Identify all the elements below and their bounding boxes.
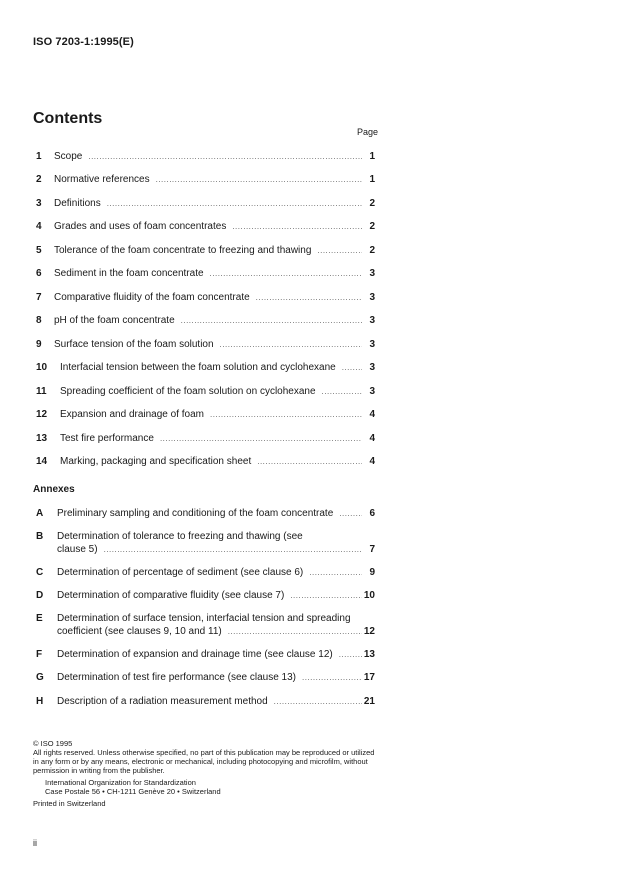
entry-page: 21 xyxy=(363,696,375,707)
dot-leader xyxy=(317,244,362,257)
dot-leader xyxy=(302,671,362,684)
entry-page: 3 xyxy=(369,386,375,397)
entry-label: Scope xyxy=(54,151,83,162)
entry-number: D xyxy=(36,590,44,601)
printed-in: Printed in Switzerland xyxy=(33,799,106,808)
contents-title: Contents xyxy=(33,110,103,127)
entry-number: G xyxy=(36,672,44,683)
dot-leader xyxy=(257,455,362,468)
entry-label: Determination of expansion and drainage time (see clause 12) xyxy=(57,649,333,660)
entry-label: Surface tension of the foam solution xyxy=(54,339,214,350)
dot-leader xyxy=(339,507,362,520)
entry-page: 12 xyxy=(363,626,375,637)
entry-label: Determination of comparative fluidity (see clause 7) xyxy=(57,590,285,601)
entry-number: 7 xyxy=(36,292,42,303)
dot-leader xyxy=(210,267,362,280)
organization-address: Case Postale 56 • CH-1211 Genève 20 • Switzerland xyxy=(45,787,221,796)
dot-leader xyxy=(232,220,362,233)
entry-number: C xyxy=(36,567,44,578)
entry-page: 3 xyxy=(369,292,375,303)
entry-number: H xyxy=(36,696,44,707)
entry-page: 13 xyxy=(363,649,375,660)
dot-leader xyxy=(274,695,362,708)
entry-label: Determination of percentage of sediment (see clause 6) xyxy=(57,567,304,578)
entry-label: Interfacial tension between the foam solution and cyclohexane xyxy=(60,362,336,373)
dot-leader xyxy=(104,543,362,556)
entry-number: 12 xyxy=(36,409,48,420)
entry-label: Expansion and drainage of foam xyxy=(60,409,204,420)
entry-page: 1 xyxy=(369,151,375,162)
dot-leader xyxy=(210,408,362,421)
entry-number: 14 xyxy=(36,456,48,467)
dot-leader xyxy=(88,150,362,163)
dot-leader xyxy=(107,197,362,210)
entry-page: 3 xyxy=(369,268,375,279)
entry-label: Normative references xyxy=(54,174,150,185)
entry-label: Marking, packaging and specification sheet xyxy=(60,456,252,467)
entry-page: 2 xyxy=(369,245,375,256)
dot-leader xyxy=(160,432,362,445)
entry-label: Sediment in the foam concentrate xyxy=(54,268,204,279)
entry-number: 13 xyxy=(36,433,48,444)
entry-number: 4 xyxy=(36,221,42,232)
organization-name: International Organization for Standardization xyxy=(45,778,196,787)
entry-label-line1: Determination of surface tension, interfacial tension and spreading xyxy=(57,613,351,624)
page-column-label: Page xyxy=(357,127,379,137)
annexes-heading: Annexes xyxy=(33,484,75,495)
entry-page: 3 xyxy=(369,339,375,350)
rights-statement: All rights reserved. Unless otherwise specified, no part of this publication may be reproduced or utilized in any form or by any means, electronic or mechanical, including photocopying and microfilm, without permission in writing from the publisher. xyxy=(33,748,375,775)
entry-number: B xyxy=(36,531,44,542)
copyright-line: © ISO 1995 xyxy=(33,739,73,748)
entry-label: Grades and uses of foam concentrates xyxy=(54,221,227,232)
dot-leader xyxy=(290,589,362,602)
entry-page: 4 xyxy=(369,433,375,444)
entry-number: 5 xyxy=(36,245,42,256)
entry-number: E xyxy=(36,613,43,624)
entry-label: Comparative fluidity of the foam concentrate xyxy=(54,292,250,303)
dot-leader xyxy=(220,338,362,351)
entry-number: 2 xyxy=(36,174,42,185)
entry-label: clause 5) xyxy=(57,544,98,555)
entry-page: 7 xyxy=(369,544,375,555)
entry-number: 8 xyxy=(36,315,42,326)
dot-leader xyxy=(181,314,362,327)
dot-leader xyxy=(309,566,362,579)
entry-page: 4 xyxy=(369,409,375,420)
entry-label: Preliminary sampling and conditioning of the foam concentrate xyxy=(57,508,334,519)
copyright-notice xyxy=(33,739,378,808)
dot-leader xyxy=(339,648,362,661)
entry-number: 1 xyxy=(36,151,42,162)
entry-label: pH of the foam concentrate xyxy=(54,315,175,326)
entry-page: 6 xyxy=(369,508,375,519)
dot-leader xyxy=(156,173,362,186)
entry-label: Test fire performance xyxy=(60,433,154,444)
dot-leader xyxy=(228,625,362,638)
entry-label: Determination of test fire performance (see clause 13) xyxy=(57,672,296,683)
entry-page: 4 xyxy=(369,456,375,467)
entry-label: Description of a radiation measurement method xyxy=(57,696,268,707)
entry-page: 2 xyxy=(369,221,375,232)
entry-number: 6 xyxy=(36,268,42,279)
entry-page: 3 xyxy=(369,362,375,373)
entry-page: 9 xyxy=(369,567,375,578)
entry-number: 10 xyxy=(36,362,48,373)
entry-number: 9 xyxy=(36,339,42,350)
entry-label: Spreading coefficient of the foam solution on cyclohexane xyxy=(60,386,316,397)
entry-number: 11 xyxy=(36,386,47,397)
entry-page: 10 xyxy=(363,590,375,601)
document-id: ISO 7203-1:1995(E) xyxy=(33,36,134,48)
entry-page: 2 xyxy=(369,198,375,209)
entry-label: Definitions xyxy=(54,198,101,209)
entry-page: 3 xyxy=(369,315,375,326)
entry-label: coefficient (see clauses 9, 10 and 11) xyxy=(57,626,222,637)
entry-page: 17 xyxy=(363,672,375,683)
dot-leader xyxy=(256,291,362,304)
entry-number: A xyxy=(36,508,44,519)
entry-page: 1 xyxy=(369,174,375,185)
dot-leader xyxy=(342,361,362,374)
entry-number: 3 xyxy=(36,198,42,209)
dot-leader xyxy=(322,385,362,398)
entry-label: Tolerance of the foam concentrate to freezing and thawing xyxy=(54,245,312,256)
entry-label-line1: Determination of tolerance to freezing and thawing (see xyxy=(57,531,303,542)
entry-number: F xyxy=(36,649,43,660)
page-number: ii xyxy=(33,838,37,848)
